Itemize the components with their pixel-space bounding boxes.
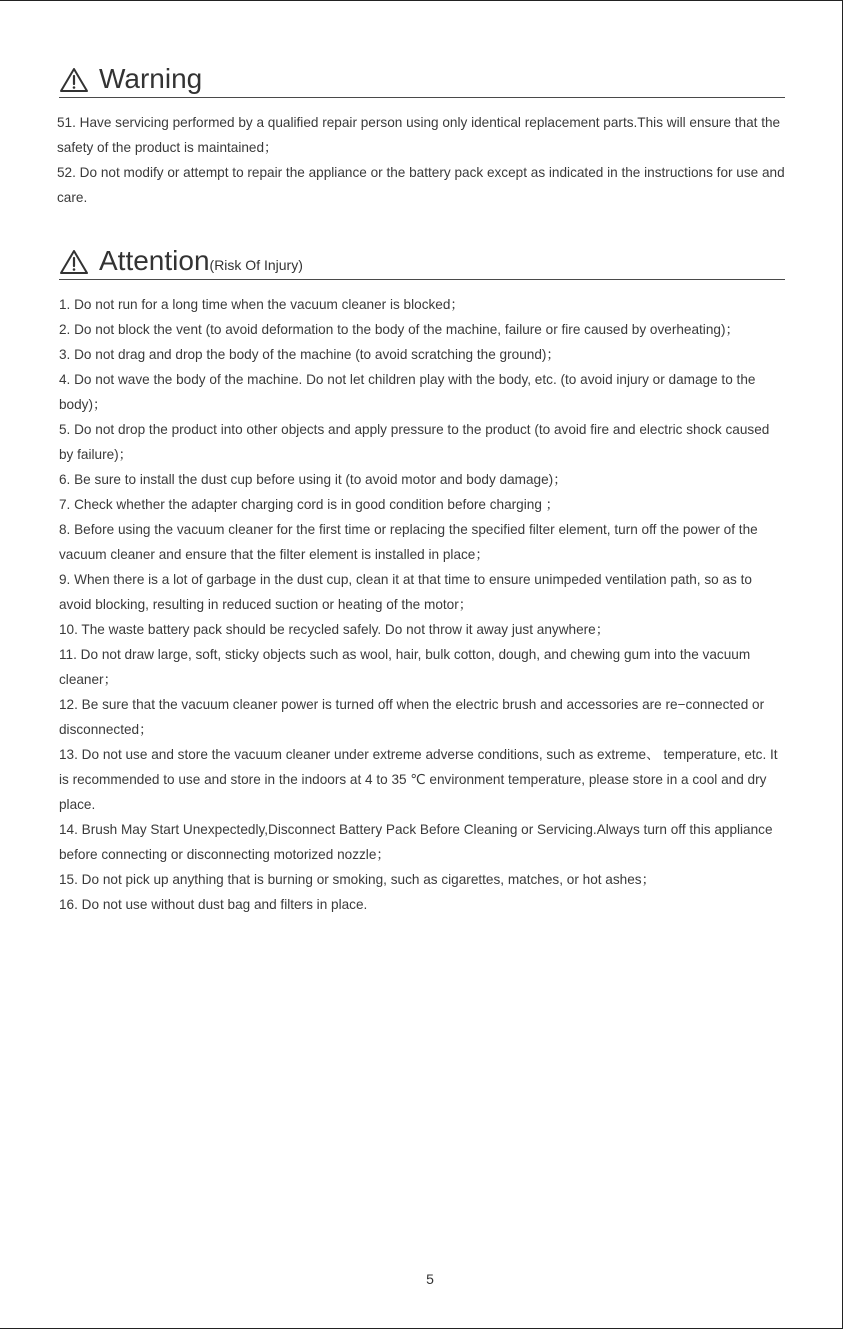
list-item: 11. Do not draw large, soft, sticky objects such as wool, hair, bulk cotton, dough, and chewing gum into the vacuum cleaner； xyxy=(59,647,751,687)
list-item: 6. Be sure to install the dust cup before using it (to avoid motor and body damage)； xyxy=(59,472,567,487)
list-item: 52. Do not modify or attempt to repair the appliance or the battery pack except as indicated in the instructions for use and care. xyxy=(57,165,785,205)
list-item: 16. Do not use without dust bag and filters in place. xyxy=(59,897,368,912)
warning-list xyxy=(57,110,787,210)
list-item: 10. The waste battery pack should be recycled safely. Do not throw it away just anywhere； xyxy=(59,622,610,637)
list-item: 12. Be sure that the vacuum cleaner power is turned off when the electric brush and accessories are re−connected or disconnected； xyxy=(59,697,765,737)
list-item: 2. Do not block the vent (to avoid deformation to the body of the machine, failure or fire caused by overheating)； xyxy=(59,322,740,337)
list-item: 15. Do not pick up anything that is burning or smoking, such as cigarettes, matches, or hot ashes； xyxy=(59,872,656,887)
warning-triangle-icon xyxy=(59,67,89,93)
list-item: 14. Brush May Start Unexpectedly,Disconnect Battery Pack Before Cleaning or Servicing.Always turn off this appliance before connecting or disconnecting motorized nozzle； xyxy=(59,822,773,862)
list-item: 8. Before using the vacuum cleaner for the first time or replacing the specified filter element, turn off the power of the vacuum cleaner and ensure that the filter element is installed in place； xyxy=(59,522,758,562)
attention-subtitle: (Risk Of Injury) xyxy=(209,257,303,273)
list-item: 1. Do not run for a long time when the vacuum cleaner is blocked； xyxy=(59,297,465,312)
list-item: 7. Check whether the adapter charging cord is in good condition before charging ； xyxy=(59,497,560,512)
list-item: 13. Do not use and store the vacuum cleaner under extreme adverse conditions, such as extreme、 temperature, etc. It is recommended to use and store in the indoors at 4 to 35 ℃ environment temperature, please store in a cool and dry place. xyxy=(59,747,778,812)
attention-title: Attention xyxy=(99,245,210,276)
list-item: 51. Have servicing performed by a qualified repair person using only identical replacement parts.This will ensure that the safety of the product is maintained； xyxy=(57,115,781,155)
attention-list xyxy=(59,292,787,917)
attention-header xyxy=(59,240,785,280)
warning-title: Warning xyxy=(99,63,203,94)
page-number: 5 xyxy=(426,1271,434,1287)
warning-triangle-icon xyxy=(59,249,89,275)
list-item: 9. When there is a lot of garbage in the dust cup, clean it at that time to ensure unimpeded ventilation path, so as to avoid blocking, resulting in reduced suction or heating of the motor； xyxy=(59,572,752,612)
list-item: 5. Do not drop the product into other objects and apply pressure to the product (to avoid fire and electric shock caused by failure)； xyxy=(59,422,770,462)
warning-header xyxy=(59,58,785,98)
list-item: 3. Do not drag and drop the body of the machine (to avoid scratching the ground)； xyxy=(59,347,561,362)
list-item: 4. Do not wave the body of the machine. Do not let children play with the body, etc. (to avoid injury or damage to the body)； xyxy=(59,372,756,412)
